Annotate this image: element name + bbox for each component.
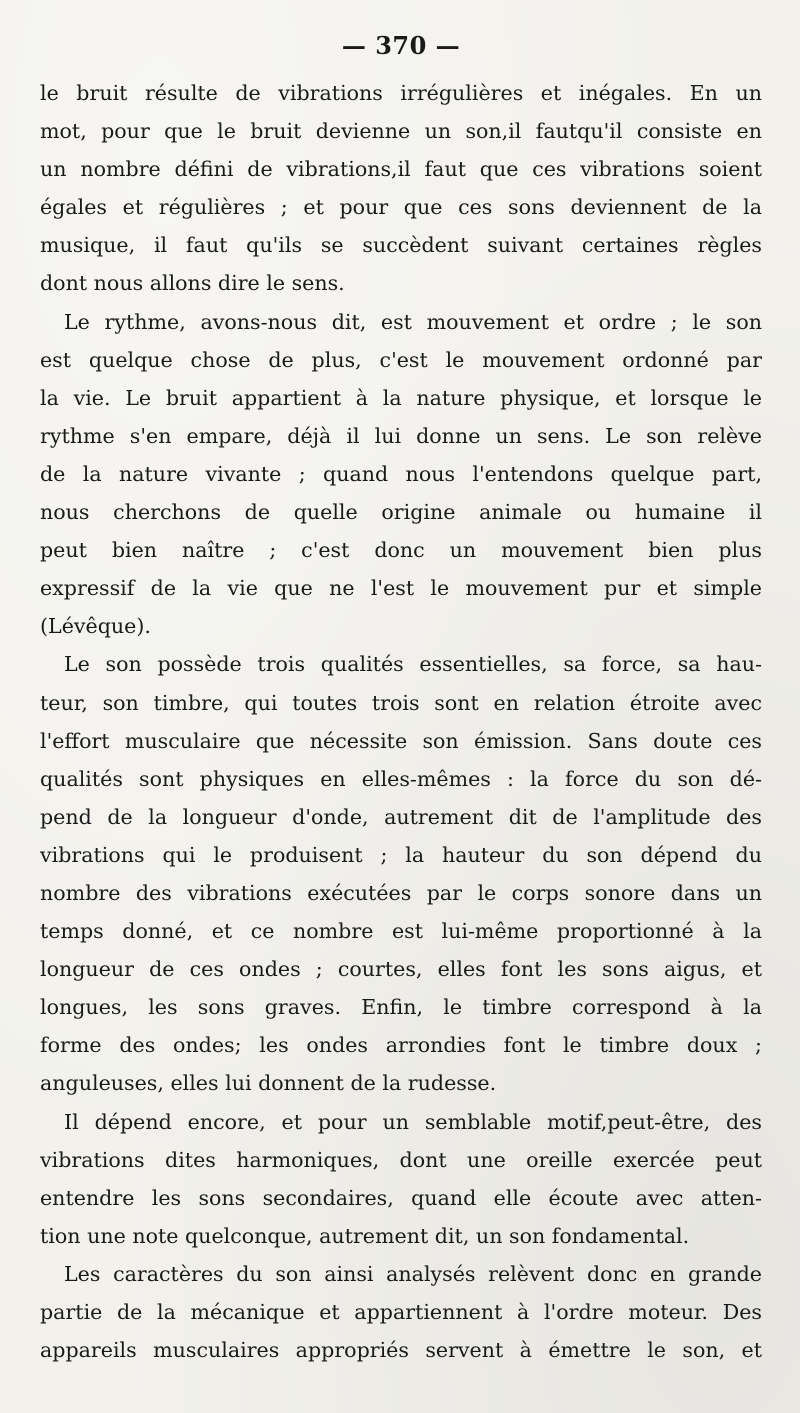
text-line: égales et régulières ; et pour que ces sons deviennent de la — [40, 195, 762, 220]
text-line: un nombre défini de vibrations,il faut que ces vibrations soient — [40, 157, 762, 182]
text-line: pend de la longueur d'onde, autrement dit de l'amplitude des — [40, 804, 762, 829]
text-line: Le son possède trois qualités essentielles, sa force, sa hau- — [64, 652, 762, 677]
text-line: Les caractères du son ainsi analysés relèvent donc en grande — [64, 1261, 762, 1286]
text-line: entendre les sons secondaires, quand elle écoute avec atten- — [40, 1185, 762, 1210]
text-line: musique, il faut qu'ils se succèdent suivant certaines règles — [40, 233, 762, 258]
text-line: forme des ondes; les ondes arrondies font le timbre doux ; — [40, 1033, 762, 1058]
page-number: — 370 — — [341, 31, 461, 60]
text-line: teur, son timbre, qui toutes trois sont en relation étroite avec — [40, 690, 762, 715]
text-line: tion une note quelconque, autrement dit, un son fondamental. — [40, 1223, 690, 1248]
text-line: Le rythme, avons-nous dit, est mouvement et ordre ; le son — [64, 309, 762, 334]
text-line: le bruit résulte de vibrations irrégulières et inégales. En un — [40, 81, 762, 105]
text-line: Il dépend encore, et pour un semblable motif,peut-être, des — [64, 1109, 762, 1134]
text-line: vibrations dites harmoniques, dont une oreille exercée peut — [40, 1147, 762, 1172]
text-line: anguleuses, elles lui donnent de la rudesse. — [40, 1071, 497, 1096]
text-line: temps donné, et ce nombre est lui-même proportionné à la — [40, 919, 762, 944]
text-line: appareils musculaires appropriés servent à émettre le son, et — [40, 1338, 762, 1363]
text-line: rythme s'en empare, déjà il lui donne un sens. Le son relève — [40, 423, 762, 448]
text-line: longueur de ces ondes ; courtes, elles font les sons aigus, et — [40, 957, 762, 982]
text-line: nous cherchons de quelle origine animale ou humaine il — [40, 500, 762, 525]
paragraph-3 — [40, 645, 762, 1102]
text-line: l'effort musculaire que nécessite son émission. Sans doute ces — [40, 728, 762, 753]
text-line: qualités sont physiques en elles-mêmes : la force du son dé- — [40, 766, 762, 791]
text-line: (Lévêque). — [40, 614, 151, 639]
text-line: expressif de la vie que ne l'est le mouvement pur et simple — [40, 576, 762, 601]
text-line: longues, les sons graves. Enfin, le timbre correspond à la — [40, 995, 762, 1020]
text-line: dont nous allons dire le sens. — [40, 271, 345, 296]
text-line: nombre des vibrations exécutées par le corps sonore dans un — [40, 880, 762, 905]
paragraph-4 — [40, 1103, 762, 1255]
text-line: peut bien naître ; c'est donc un mouvement bien plus — [40, 538, 762, 563]
text-line: est quelque chose de plus, c'est le mouvement ordonné par — [40, 347, 762, 372]
text-line: de la nature vivante ; quand nous l'entendons quelque part, — [40, 461, 762, 486]
text-line: la vie. Le bruit appartient à la nature physique, et lorsque le — [40, 385, 762, 410]
text-line: vibrations qui le produisent ; la hauteur du son dépend du — [40, 842, 762, 867]
paragraph-2 — [40, 303, 762, 646]
paragraph-5 — [40, 1255, 762, 1369]
text-line: partie de la mécanique et appartiennent à l'ordre moteur. Des — [40, 1300, 762, 1324]
text-line: mot, pour que le bruit devienne un son,il fautqu'il consiste en — [40, 119, 762, 144]
paragraph-1 — [40, 74, 762, 303]
